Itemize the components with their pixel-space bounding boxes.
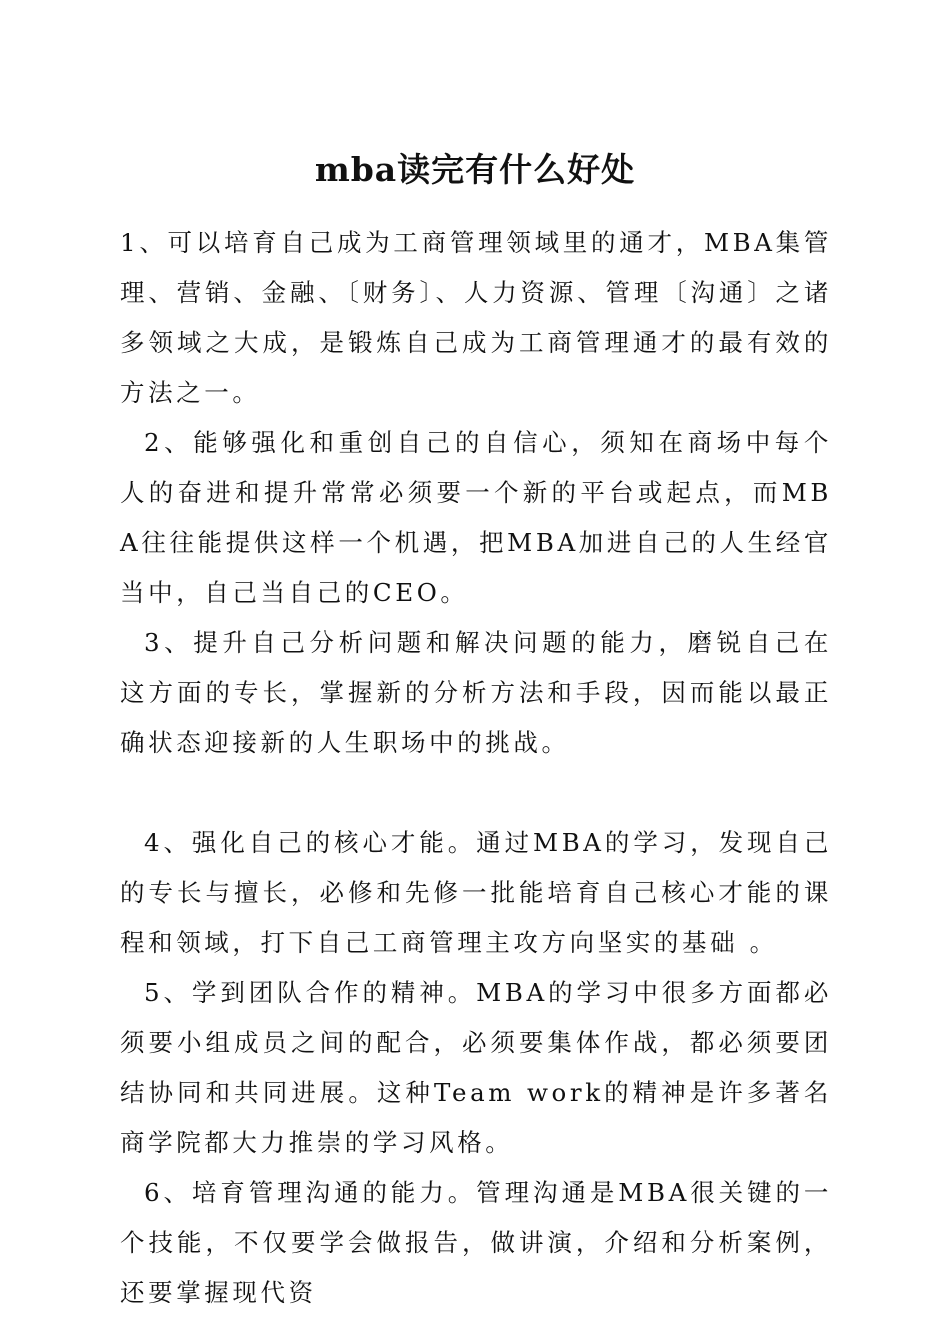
paragraph-spacer	[120, 768, 832, 818]
paragraph-6: 6、培育管理沟通的能力。管理沟通是MBA很关键的一个技能，不仅要学会做报告，做讲演，介绍和分析案例，还要掌握现代资	[120, 1178, 832, 1307]
paragraph-5: 5、学到团队合作的精神。MBA的学习中很多方面都必须要小组成员之间的配合，必须要集体作战，都必须要团结协同和共同进展。这种Team work的精神是许多著名商学院都大力推崇的学习风格。	[120, 978, 832, 1157]
paragraph-4: 4、强化自己的核心才能。通过MBA的学习，发现自己的专长与擅长，必修和先修一批能培育自己核心才能的课程和领域，打下自己工商管理主攻方向坚实的基础 。	[120, 828, 832, 957]
document-title: mba读完有什么好处	[314, 150, 636, 189]
document-body	[120, 218, 832, 1318]
paragraph-2: 2、能够强化和重创自己的自信心，须知在商场中每个人的奋进和提升常常必须要一个新的平台或起点，而MBA往往能提供这样一个机遇，把MBA加进自己的人生经官当中，自己当自己的CEO。	[120, 428, 832, 607]
paragraph-3: 3、提升自己分析问题和解决问题的能力，磨锐自己在这方面的专长，掌握新的分析方法和手段，因而能以最正确状态迎接新的人生职场中的挑战。	[120, 628, 832, 757]
paragraph-1: 1、可以培育自己成为工商管理领域里的通才，MBA集管理、营销、金融、〔财务〕、人力资源、管理〔沟通〕之诸多领域之大成，是锻炼自己成为工商管理通才的最有效的方法之一。	[120, 228, 832, 407]
